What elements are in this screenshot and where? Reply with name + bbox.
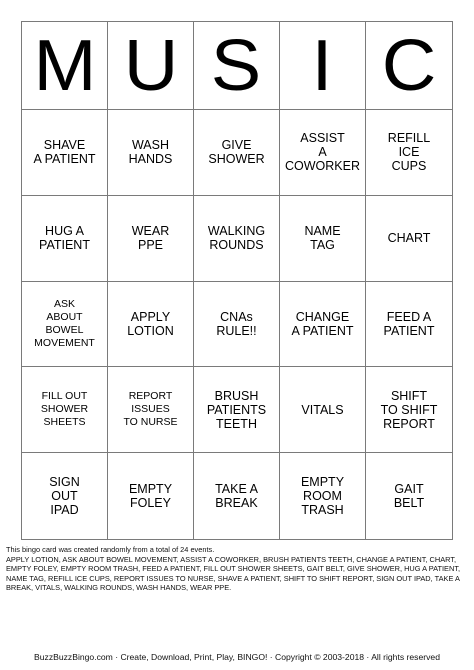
header-letter-s: S xyxy=(194,22,280,110)
bingo-square: ASSIST A COWORKER xyxy=(280,110,366,196)
bingo-square: WEAR PPE xyxy=(108,196,194,282)
bingo-square: SHIFT TO SHIFT REPORT xyxy=(366,367,452,453)
bingo-card xyxy=(21,21,453,540)
bingo-square: VITALS xyxy=(280,367,366,453)
bingo-square: CHART xyxy=(366,196,452,282)
bingo-square: ASK ABOUT BOWEL MOVEMENT xyxy=(22,282,108,368)
bingo-square: SIGN OUT IPAD xyxy=(22,453,108,539)
page-footer: BuzzBuzzBingo.com · Create, Download, Print, Play, BINGO! · Copyright © 2003-2018 · All rights reserved xyxy=(34,652,440,662)
bingo-square: TAKE A BREAK xyxy=(194,453,280,539)
header-letter-i: I xyxy=(280,22,366,110)
bingo-square: EMPTY FOLEY xyxy=(108,453,194,539)
bingo-square: NAME TAG xyxy=(280,196,366,282)
bingo-square: GAIT BELT xyxy=(393,482,425,511)
bingo-square: CNAs RULE!! xyxy=(194,282,280,368)
info-events-list: APPLY LOTION, ASK ABOUT BOWEL MOVEMENT, ASSIST A COWORKER, BRUSH PATIENTS TEETH, CHANGE A PATIENT, CHART, EMPTY FOLEY, EMPTY ROOM TRASH, FEED A PATIENT, FILL OUT SHOWER SHEETS, GAIT BELT, GIVE SHOWER, HUG A PATIENT, NAME TAG, REFILL ICE CUPS, REPORT ISSUES TO NURSE, SHAVE A PATIENT, SHIFT TO SHIFT REPORT, SIGN OUT IPAD, TAKE A BREAK, VITALS, WALKING ROUNDS, WASH HANDS, WEAR PPE. xyxy=(6,554,461,593)
bingo-square: FEED A PATIENT xyxy=(366,282,452,368)
bingo-square: HUG A PATIENT xyxy=(22,196,108,282)
header-letter-c: C xyxy=(366,22,452,110)
header-letter-u: U xyxy=(108,22,194,110)
bingo-square: CHANGE A PATIENT xyxy=(280,282,366,368)
bingo-square: REPORT ISSUES TO NURSE xyxy=(108,367,194,453)
info-summary: This bingo card was created randomly from a total of 24 events. xyxy=(6,545,215,554)
card-info xyxy=(6,545,468,593)
bingo-square: GIVE SHOWER xyxy=(194,110,280,196)
bingo-square: WASH HANDS xyxy=(108,110,194,196)
bingo-square: BRUSH PATIENTS TEETH xyxy=(194,367,280,453)
bingo-square: FILL OUT SHOWER SHEETS xyxy=(22,367,108,453)
bingo-square: REFILL ICE CUPS xyxy=(366,110,452,196)
header-letter-m: M xyxy=(22,22,108,110)
bingo-square: SHAVE A PATIENT xyxy=(22,110,108,196)
bingo-square: APPLY LOTION xyxy=(108,282,194,368)
bingo-square: WALKING ROUNDS xyxy=(194,196,280,282)
bingo-square: EMPTY ROOM TRASH xyxy=(280,453,366,539)
